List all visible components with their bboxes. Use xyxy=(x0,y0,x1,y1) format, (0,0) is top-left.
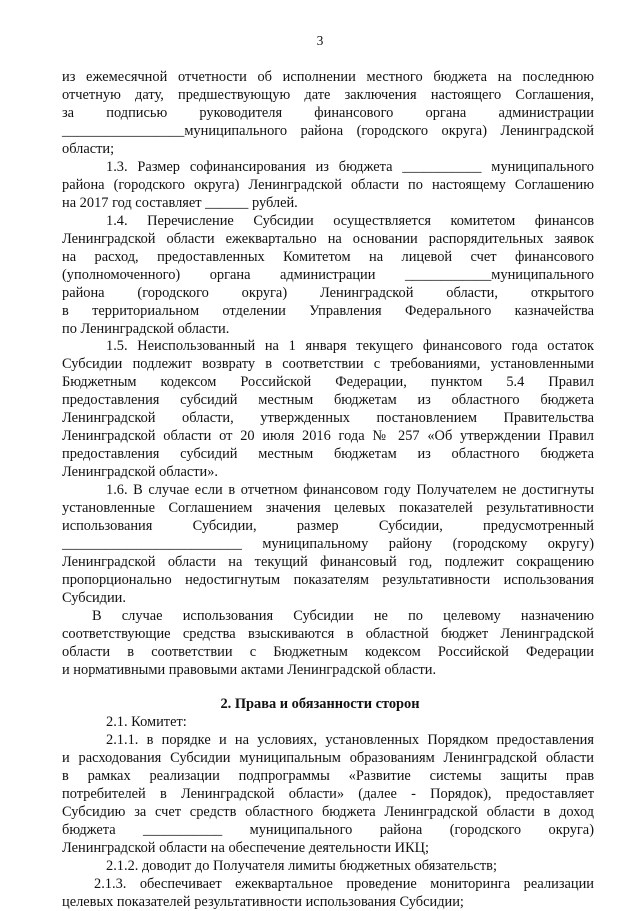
text-line: В случае использования Субсидии не по целевому назначению xyxy=(92,607,594,624)
text-line: использования Субсидии, размер Субсидии, предусмотренный xyxy=(62,518,594,535)
text-line: 1.5. Неиспользованный на 1 января текущего финансового года остаток xyxy=(106,338,594,355)
page-number: 3 xyxy=(316,33,324,48)
text-line: 1.6. В случае если в отчетном финансовом году Получателем не достигнуты xyxy=(106,482,594,499)
text-line: и нормативными правовыми актами Ленинградской области. xyxy=(62,661,437,678)
text-line: района (городского округа) Ленинградской области по настоящему Соглашению xyxy=(62,176,594,193)
text-line: за подписью руководителя финансового органа администрации xyxy=(62,104,594,121)
text-line: 2.1. Комитет: xyxy=(106,714,187,731)
text-line: из ежемесячной отчетности об исполнении местного бюджета на последнюю xyxy=(62,69,594,85)
text-line: и расходования Субсидии муниципальным образованиям Ленинградской области xyxy=(62,750,594,767)
text-line: 2.1.3. обеспечивает ежеквартальное проведение мониторинга реализации xyxy=(94,876,594,893)
text-line: Ленинградской области, утвержденных постановлением Правительства xyxy=(62,410,594,427)
text-line: предоставления субсидий местным бюджетам из областного бюджета xyxy=(62,446,594,463)
text-line: предоставления субсидий местным бюджетам из областного бюджета xyxy=(62,392,594,409)
text-line: _________________________ муниципальному району (городскому округу) xyxy=(62,536,594,553)
text-line: 2.1.1. в порядке и на условиях, установленных Порядком предоставления xyxy=(106,732,594,749)
text-line: 1.4. Перечисление Субсидии осуществляется комитетом финансов xyxy=(106,212,594,229)
text-line: Ленинградской области ежеквартально на основании распорядительных заявок xyxy=(62,230,594,247)
text-line: 1.3. Размер софинансирования из бюджета ___________ муниципального xyxy=(106,158,594,175)
text-line: на 2017 год составляет ______ рублей. xyxy=(62,194,298,211)
text-line: области; xyxy=(62,140,115,157)
text-line: соответствующие средства взыскиваются в областной бюджет Ленинградской xyxy=(62,625,594,642)
text-line: (уполномоченного) органа администрации ____________муниципального xyxy=(62,266,594,283)
text-line: отчетную дату, предшествующую дате заключения настоящего Соглашения, xyxy=(62,86,594,103)
text-line: установленные Соглашением значения целевых показателей результативности xyxy=(62,500,594,517)
text-line: по Ленинградской области. xyxy=(62,320,230,337)
text-line: на расход, предоставленных Комитетом на лицевой счет финансового xyxy=(62,248,594,265)
text-line: _________________муниципального района (городского округа) Ленинградской xyxy=(62,122,594,139)
text-line: Субсидии подлежит возврату в соответствии с требованиями, установленными xyxy=(62,356,594,373)
text-line: целевых показателей результативности использования Субсидии; xyxy=(62,894,464,910)
text-line: пропорционально недостигнутым показателям результативности использования xyxy=(62,572,594,589)
text-line: бюджета ___________ муниципального района (городского округа) xyxy=(62,822,594,839)
text-line: Бюджетным кодексом Российской Федерации, пунктом 5.4 Правил xyxy=(62,374,594,391)
text-line: Ленинградской области на обеспечение деятельности ИКЦ; xyxy=(62,840,430,857)
text-line: Субсидию за счет средств областного бюджета Ленинградской области в доход xyxy=(62,804,594,821)
text-line: Ленинградской области». xyxy=(62,464,218,481)
section-heading: 2. Права и обязанности сторон xyxy=(220,696,420,713)
text-line: 2.1.2. доводит до Получателя лимиты бюджетных обязательств; xyxy=(106,858,497,875)
text-line: области в соответствии с Бюджетным кодексом Российской Федерации xyxy=(62,643,594,660)
text-line: района (городского округа) Ленинградской области, открытого xyxy=(62,284,594,301)
text-line: Субсидии. xyxy=(62,590,126,607)
text-line: Ленинградской области от 20 июля 2016 года № 257 «Об утверждении Правил xyxy=(62,428,594,445)
text-line: Ленинградской области на текущий финансовый год, подлежит сокращению xyxy=(62,554,594,571)
text-line: в рамках реализации подпрограммы «Развитие системы защиты прав xyxy=(62,768,594,785)
text-line: в территориальном отделении Управления Федерального казначейства xyxy=(62,302,594,319)
text-line: потребителей в Ленинградской области» (далее - Порядок), предоставляет xyxy=(62,786,594,803)
